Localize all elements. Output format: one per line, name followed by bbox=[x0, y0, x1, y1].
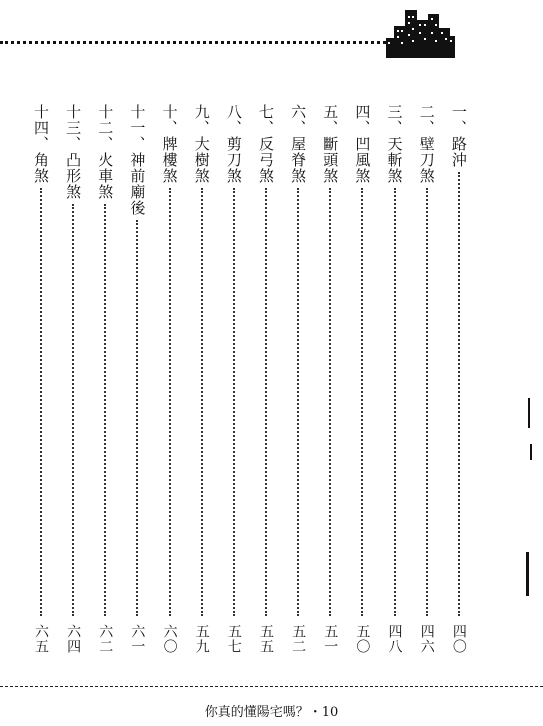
toc-entry[interactable] bbox=[223, 104, 245, 654]
dotted-leader bbox=[297, 188, 299, 616]
toc-entry-title: 十、牌樓煞 bbox=[160, 104, 179, 184]
scan-artifact bbox=[530, 444, 532, 460]
dotted-leader bbox=[265, 188, 267, 616]
dotted-leader bbox=[361, 188, 363, 616]
toc-entry[interactable] bbox=[448, 104, 470, 654]
toc-entry[interactable] bbox=[94, 104, 116, 654]
toc-entry[interactable] bbox=[159, 104, 181, 654]
toc-entry-page: 五九 bbox=[193, 624, 210, 654]
dotted-leader bbox=[104, 204, 106, 616]
bottom-dashed-rule bbox=[0, 686, 543, 687]
toc-entry-title: 八、剪刀煞 bbox=[224, 104, 243, 184]
toc-entry[interactable] bbox=[255, 104, 277, 654]
toc-entry[interactable] bbox=[191, 104, 213, 654]
dotted-leader bbox=[169, 188, 171, 616]
toc-entry-title: 一、路沖 bbox=[449, 104, 468, 168]
toc-entry-page: 四〇 bbox=[450, 624, 467, 654]
toc-entry-title: 十二、火車煞 bbox=[96, 104, 115, 200]
toc-entry-page: 六一 bbox=[129, 624, 146, 654]
toc-entry-page: 六四 bbox=[65, 624, 82, 654]
toc-entry-page: 四六 bbox=[418, 624, 435, 654]
toc-entry-page: 五二 bbox=[290, 624, 307, 654]
toc-entry[interactable] bbox=[126, 104, 148, 654]
toc-entry-title: 九、大樹煞 bbox=[192, 104, 211, 184]
toc-entry-page: 六五 bbox=[33, 624, 49, 654]
dotted-leader bbox=[458, 172, 460, 616]
dotted-leader bbox=[233, 188, 235, 616]
scan-artifact bbox=[526, 552, 529, 596]
toc-entry-title: 七、反弓煞 bbox=[256, 104, 275, 184]
toc-entry-title: 十一、神前廟後 bbox=[128, 104, 147, 216]
dotted-leader bbox=[201, 188, 203, 616]
dotted-leader bbox=[40, 188, 42, 616]
page-footer: 你真的懂陽宅嗎？・10 bbox=[204, 705, 339, 720]
toc-entry[interactable] bbox=[351, 104, 373, 654]
toc-entry-page: 五七 bbox=[225, 624, 242, 654]
toc-entry-title: 三、天斬煞 bbox=[385, 104, 404, 184]
toc-entry[interactable] bbox=[62, 104, 84, 654]
toc-entry-page: 五五 bbox=[257, 624, 274, 654]
dotted-leader bbox=[426, 188, 428, 616]
city-skyline-icon bbox=[384, 6, 456, 58]
toc-entry-title: 六、屋脊煞 bbox=[289, 104, 308, 184]
toc-entry-page: 四八 bbox=[386, 624, 403, 654]
toc-entry-title: 十三、凸形煞 bbox=[64, 104, 83, 200]
toc-entry-title: 四、凹風煞 bbox=[353, 104, 372, 184]
scan-artifact bbox=[528, 398, 530, 428]
toc-entry[interactable] bbox=[319, 104, 341, 654]
toc-entry[interactable] bbox=[30, 104, 52, 654]
dotted-leader bbox=[394, 188, 396, 616]
dotted-leader bbox=[329, 188, 331, 616]
toc-entry-title: 二、壁刀煞 bbox=[417, 104, 436, 184]
top-dotted-rule bbox=[0, 41, 386, 44]
toc-entry-page: 六〇 bbox=[161, 624, 178, 654]
toc-entry-page: 五〇 bbox=[354, 624, 371, 654]
table-of-contents bbox=[30, 104, 470, 654]
toc-entry-page: 六二 bbox=[97, 624, 114, 654]
dotted-leader bbox=[136, 220, 138, 616]
toc-entry[interactable] bbox=[384, 104, 406, 654]
toc-entry-title: 十四、角煞 bbox=[32, 104, 50, 184]
toc-entry-page: 五一 bbox=[322, 624, 339, 654]
toc-entry[interactable] bbox=[416, 104, 438, 654]
dotted-leader bbox=[72, 204, 74, 616]
toc-entry[interactable] bbox=[287, 104, 309, 654]
toc-entry-title: 五、斷頭煞 bbox=[321, 104, 340, 184]
